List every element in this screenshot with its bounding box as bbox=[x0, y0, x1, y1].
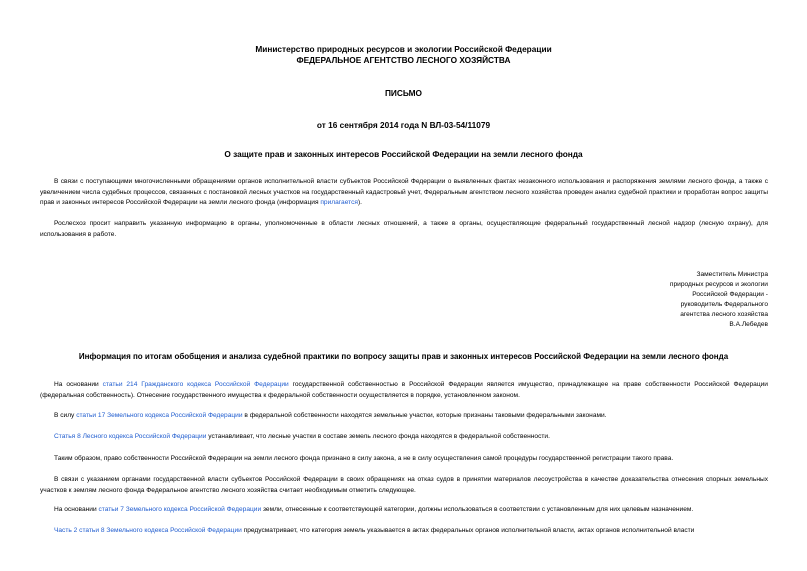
info-paragraph-2 bbox=[40, 411, 768, 422]
letter-paragraph-2: Рослесхоз просит направить указанную информацию в органы, уполномоченные в области лесных отношений, а также в органы, осуществляющие федеральный государственный лесной надзор (лесную охрану), для использования в работе. bbox=[40, 220, 768, 238]
signature-line: Российской Федерации - bbox=[692, 291, 768, 298]
info-p7-post: предусматривает, что категория земель указывается в актах федеральных органов исполнительной власти, актах органов исполнительной власти bbox=[241, 527, 695, 534]
link-land-code-8-part-2[interactable]: Часть 2 статьи 8 Земельного кодекса Российской Федерации bbox=[54, 527, 242, 534]
info-paragraph-1 bbox=[40, 380, 768, 401]
link-forest-code-8[interactable]: Статья 8 Лесного кодекса Российской Федерации bbox=[54, 433, 207, 440]
info-paragraph-7 bbox=[40, 526, 768, 537]
info-paragraph-3 bbox=[40, 432, 768, 443]
document-subject: О защите прав и законных интересов Российской Федерации на земли лесного фонда bbox=[224, 149, 583, 159]
link-land-code-7[interactable]: статьи 7 Земельного кодекса Российской Федерации bbox=[98, 506, 262, 513]
info-p3-post: устанавливает, что лесные участки в составе земель лесного фонда находятся в федеральной собственности. bbox=[206, 433, 550, 440]
link-land-code-17[interactable]: статьи 17 Земельного кодекса Российской Федерации bbox=[76, 412, 243, 419]
document-type: ПИСЬМО bbox=[384, 88, 423, 98]
info-p2-post: в федеральной собственности находятся земельные участки, которые признаны таковыми федеральными законами. bbox=[242, 412, 607, 419]
attachment-link[interactable]: прилагается bbox=[320, 199, 358, 206]
agency-name: ФЕДЕРАЛЬНОЕ АГЕНТСТВО ЛЕСНОГО ХОЗЯЙСТВА bbox=[296, 55, 511, 65]
letter-paragraph-1 bbox=[40, 177, 768, 209]
signature-line: агентства лесного хозяйства bbox=[680, 311, 768, 318]
signature-line: В.А.Лебедев bbox=[729, 321, 768, 328]
signature-line: природных ресурсов и экологии bbox=[669, 281, 768, 288]
info-p6-pre: На основании bbox=[54, 506, 99, 513]
info-p2-pre: В силу bbox=[54, 412, 77, 419]
document-date-number: от 16 сентября 2014 года N ВЛ-03-54/11079 bbox=[316, 120, 491, 130]
info-p1-post: государственной собственностью в Российской Федерации является имущество, принадлежащее на праве собственности Российской Федерации (федеральная собственность). Отнесение государственного имущества к федеральной собственности осуществляется в порядке, установленном законом. bbox=[40, 381, 768, 399]
link-civil-code-214[interactable]: статьи 214 Гражданского кодекса Российской Федерации bbox=[102, 381, 289, 388]
info-paragraph-6 bbox=[40, 505, 768, 516]
info-paragraph-4: Таким образом, право собственности Российской Федерации на земли лесного фонда признано в силу закона, а не в силу осуществления самой процедуры государственной регистрации такого права. bbox=[54, 455, 674, 462]
info-paragraph-5: В связи с указанием органами государственной власти субъектов Российской Федерации в своих обращениях на отказ судов в принятии материалов лесоустройства в качестве доказательства отнесения спорных земельных участков к землям лесного фонда Федеральное агентство лесного хозяйства считает необходимым отметить следующее. bbox=[40, 476, 768, 494]
info-title: Информация по итогам обобщения и анализа судебной практики по вопросу защиты прав и законных интересов Российской Федерации на земли лесного фонда bbox=[78, 352, 729, 361]
ministry-name: Министерство природных ресурсов и экологии Российской Федерации bbox=[255, 44, 552, 54]
letter-paragraph-1-end: ). bbox=[357, 199, 363, 206]
signature-block bbox=[588, 270, 768, 330]
letter-paragraph-1-text: В связи с поступающими многочисленными обращениями органов исполнительной власти субъектов Российской Федерации о выявленных фактах незаконного использования и распоряжения землями лесного фонда, а также с увеличением числа судебных процессов, связанных с постановкой лесных участков на государственный кадастровый учет, Федеральным агентством лесного хозяйства проведен анализ судебной практики и проработан вопрос защиты прав и законных интересов Российской Федерации на земли лесного фонда (информация bbox=[40, 178, 768, 206]
info-p6-post: земли, отнесенные к соответствующей категории, должны использоваться в соответствии с установленным для них целевым назначением. bbox=[261, 506, 694, 513]
signature-line: руководитель Федерального bbox=[680, 301, 768, 308]
signature-line: Заместитель Министра bbox=[696, 271, 768, 278]
info-p1-pre: На основании bbox=[54, 381, 103, 388]
